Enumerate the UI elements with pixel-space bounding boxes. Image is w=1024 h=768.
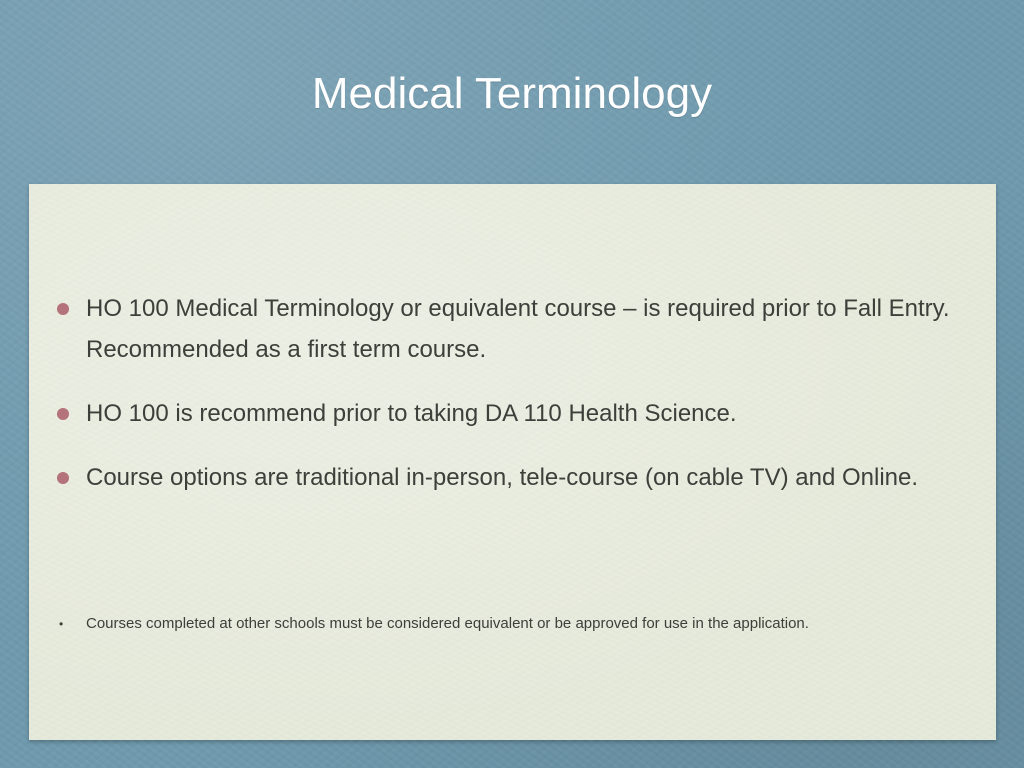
slide-title: Medical Terminology [311,69,713,118]
footnote-text: Courses completed at other schools must be considered equivalent or be approved for use in the application. [86,615,809,632]
bullet-dot-icon [57,303,69,315]
bullet-dot-icon [57,472,69,484]
bullet-text: HO 100 is recommend prior to taking DA 110 Health Science. [86,400,737,427]
bullet-text: HO 100 Medical Terminology or equivalent course – is required prior to Fall Entry. Recommended as a first term course. [86,295,950,363]
bullet-text: Course options are traditional in-person, tele-course (on cable TV) and Online. [86,464,919,491]
footnote-bullet-icon: • [59,617,64,631]
bullet-dot-icon [57,408,69,420]
content-panel [29,184,996,740]
